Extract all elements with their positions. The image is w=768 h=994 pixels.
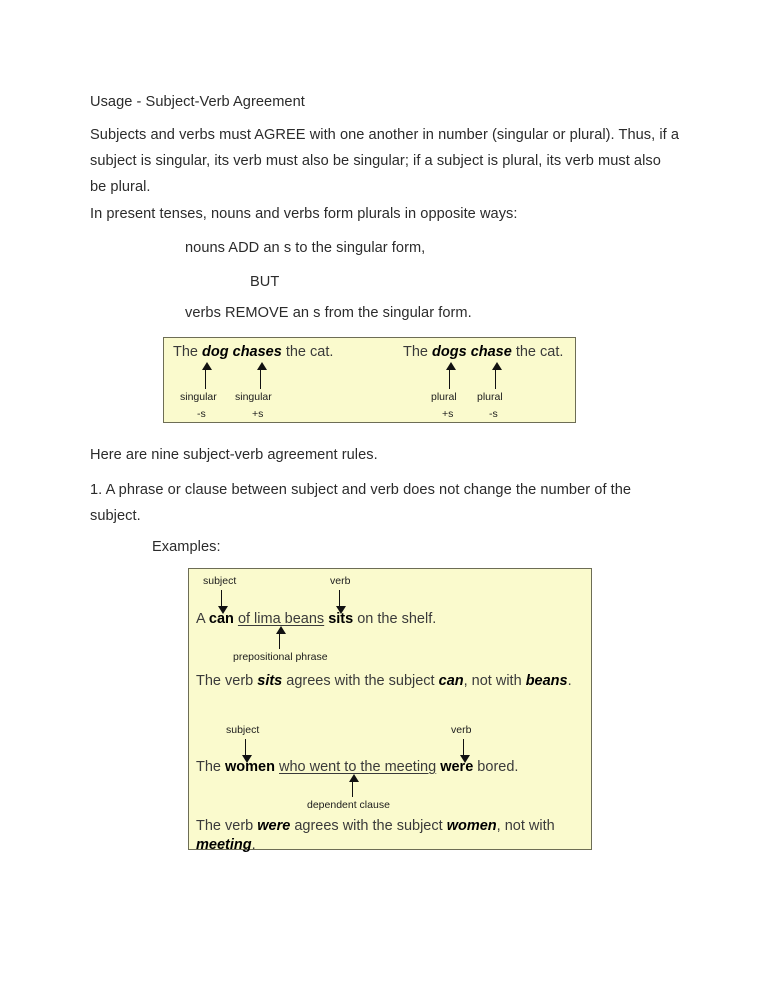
verb-word-were: were bbox=[257, 818, 291, 834]
rule-verbs-remove-s: verbs REMOVE an s from the singular form. bbox=[185, 305, 472, 321]
rule-conjunction-but: BUT bbox=[250, 274, 280, 290]
annotation-label-singular-verb: singular bbox=[235, 391, 272, 403]
arrow-down-icon bbox=[221, 590, 222, 607]
verb-word-sits: sits bbox=[328, 611, 354, 627]
sentence-text-part: The bbox=[196, 759, 226, 775]
sentence-text-part: bored. bbox=[473, 759, 519, 775]
sentence-text-part: the cat. bbox=[511, 344, 564, 360]
annotation-sign-minus-s: -s bbox=[489, 408, 498, 420]
sentence-dogs-chase bbox=[403, 344, 563, 360]
sentence-dog-chases bbox=[173, 344, 333, 360]
subject-word-dog: dog bbox=[202, 344, 229, 360]
label-subject-example-1: subject bbox=[203, 575, 237, 587]
paragraph-intro: Subjects and verbs must AGREE with one another in number (singular or plural). Thus, if a subject is singular, its verb must also be singular; if a subject is plural, its verb must also be plural. bbox=[90, 127, 680, 195]
arrow-up-icon bbox=[352, 781, 353, 797]
figure-dog-chases-diagram bbox=[163, 337, 576, 423]
arrow-down-icon bbox=[339, 590, 340, 607]
prepositional-phrase-text: of lima beans bbox=[237, 611, 325, 627]
verb-word-were: were bbox=[440, 759, 474, 775]
annotation-label-singular-subject: singular bbox=[180, 391, 217, 403]
explanation-text-part: agrees with the subject bbox=[282, 673, 439, 689]
arrow-up-icon bbox=[449, 369, 450, 389]
verb-word-chases: chases bbox=[232, 344, 282, 360]
verb-word-chase: chase bbox=[470, 344, 512, 360]
examples-label: Examples: bbox=[152, 539, 221, 555]
explanation-text-part: , not with bbox=[496, 818, 555, 834]
sentence-text-part: A bbox=[196, 611, 209, 627]
arrow-down-icon bbox=[463, 739, 464, 756]
explanation-example-1 bbox=[196, 673, 572, 689]
object-word-beans: beans bbox=[525, 673, 568, 689]
explanation-text-part: . bbox=[251, 837, 256, 853]
paragraph-rule-1: 1. A phrase or clause between subject and verb does not change the number of the subject. bbox=[90, 482, 632, 524]
dependent-clause-text: who went to the meeting bbox=[279, 759, 437, 775]
subject-word-women: women bbox=[225, 759, 275, 775]
annotation-label-plural-subject: plural bbox=[431, 391, 457, 403]
subject-word-dogs: dogs bbox=[432, 344, 467, 360]
annotation-sign-plus-s: +s bbox=[442, 408, 454, 420]
label-subject-example-2: subject bbox=[226, 724, 260, 736]
arrow-up-icon bbox=[205, 369, 206, 389]
explanation-text-part: agrees with the subject bbox=[290, 818, 447, 834]
explanation-example-2-line1 bbox=[196, 818, 555, 834]
page-title: Usage - Subject-Verb Agreement bbox=[90, 94, 305, 110]
arrow-up-icon bbox=[495, 369, 496, 389]
paragraph-present-tenses: In present tenses, nouns and verbs form plurals in opposite ways: bbox=[90, 206, 518, 222]
sentence-women-who-went bbox=[196, 759, 518, 775]
sentence-can-of-lima-beans bbox=[196, 611, 436, 627]
arrow-up-icon bbox=[279, 633, 280, 649]
explanation-text-part: The verb bbox=[196, 818, 258, 834]
label-verb-example-2: verb bbox=[451, 724, 472, 736]
subject-word-women: women bbox=[446, 818, 497, 834]
subject-word-can: can bbox=[208, 611, 234, 627]
label-prepositional-phrase: prepositional phrase bbox=[233, 651, 328, 663]
object-word-meeting: meeting bbox=[196, 837, 252, 853]
verb-word-sits: sits bbox=[257, 673, 283, 689]
sentence-text-part: The bbox=[403, 344, 433, 360]
explanation-text-part: The verb bbox=[196, 673, 258, 689]
sentence-text-part: The bbox=[173, 344, 203, 360]
label-dependent-clause: dependent clause bbox=[307, 799, 390, 811]
explanation-text-part: . bbox=[567, 673, 572, 689]
rule-nouns-add-s: nouns ADD an s to the singular form, bbox=[185, 240, 426, 256]
figure-subject-verb-examples bbox=[188, 568, 592, 853]
arrow-down-icon bbox=[245, 739, 246, 756]
label-verb-example-1: verb bbox=[330, 575, 351, 587]
subject-word-can: can bbox=[438, 673, 464, 689]
paragraph-nine-rules: Here are nine subject-verb agreement rules. bbox=[90, 447, 378, 463]
arrow-up-icon bbox=[260, 369, 261, 389]
sentence-text-part: on the shelf. bbox=[353, 611, 437, 627]
annotation-label-plural-verb: plural bbox=[477, 391, 503, 403]
explanation-text-part: , not with bbox=[463, 673, 526, 689]
annotation-sign-plus-s: +s bbox=[252, 408, 264, 420]
annotation-sign-minus-s: -s bbox=[197, 408, 206, 420]
sentence-text-part: the cat. bbox=[281, 344, 334, 360]
explanation-example-2-line2 bbox=[196, 837, 256, 853]
